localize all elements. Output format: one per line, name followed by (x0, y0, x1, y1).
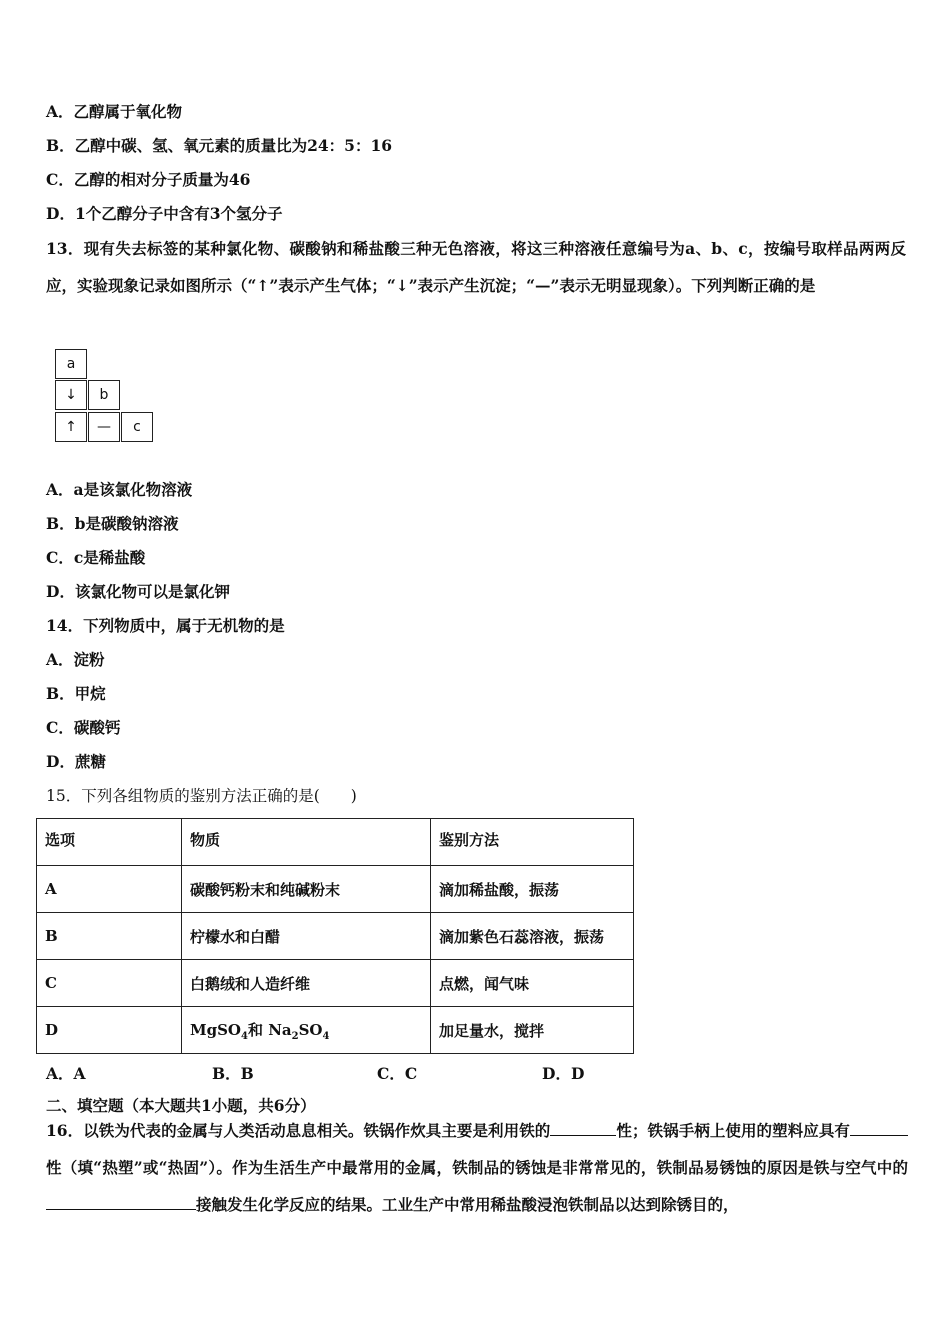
q13-option-a: A．a是该氯化物溶液 (46, 480, 193, 499)
q15-answer-d: D．D (542, 1064, 585, 1083)
table-row (37, 866, 634, 913)
table-cell: C (37, 960, 182, 1007)
table-cell: 碳酸钙粉末和纯碱粉末 (182, 866, 431, 913)
formula-subscript: 4 (322, 1030, 330, 1042)
q16-text-3: 性（填“热塑”或“热固”）。作为生活生产中最常用的金属，铁制品的锈蚀是非常常见的，铁制品易锈蚀的原因是铁与空气中的 (46, 1158, 908, 1177)
table-header-cell: 选项 (37, 819, 182, 866)
q12-option-a: A．乙醇属于氧化物 (46, 102, 183, 121)
answer-blank[interactable] (550, 1119, 616, 1136)
q16-text-1: 16．以铁为代表的金属与人类活动息息相关。铁锅作炊具主要是利用铁的 (46, 1121, 551, 1140)
q12-option-d: D．1个乙醇分子中含有3个氢分子 (46, 204, 283, 223)
q13-option-c: C．c是稀盐酸 (46, 548, 146, 567)
table-header-cell: 鉴别方法 (431, 819, 634, 866)
formula-part: 和 Na (247, 1020, 292, 1039)
table-cell: 白鹅绒和人造纤维 (182, 960, 431, 1007)
table-cell: 滴加紫色石蕊溶液，振荡 (431, 913, 634, 960)
table-cell-formula (182, 1007, 431, 1054)
formula-subscript: 4 (241, 1030, 248, 1042)
grid-cell-c: c (121, 412, 153, 442)
identification-table (36, 818, 634, 1054)
table-cell: 加足量水，搅拌 (431, 1007, 634, 1054)
q13-option-d: D．该氯化物可以是氯化钾 (46, 582, 230, 601)
q13-option-b: B．b是碳酸钠溶液 (46, 514, 179, 533)
formula-part: MgSO (190, 1020, 241, 1039)
grid-cell-b: b (88, 380, 120, 410)
q14-option-d: D．蔗糖 (46, 752, 106, 771)
q15-answer-b: B．B (212, 1064, 254, 1083)
grid-cell-ab: ↓ (55, 380, 87, 410)
formula-subscript: 2 (291, 1030, 299, 1042)
answer-blank[interactable] (850, 1119, 908, 1136)
grid-cell-bc: — (88, 412, 120, 442)
q16-text-4: 接触发生化学反应的结果。工业生产中常用稀盐酸浸泡铁制品以达到除锈目的， (196, 1195, 739, 1214)
table-row (37, 913, 634, 960)
q15-stem: 15．下列各组物质的鉴别方法正确的是( ) (46, 787, 357, 805)
q14-stem: 14．下列物质中，属于无机物的是 (46, 616, 285, 635)
table-cell: A (37, 866, 182, 913)
q14-option-a: A．淀粉 (46, 650, 105, 669)
table-row (37, 960, 634, 1007)
q16-paragraph (46, 1112, 908, 1223)
answer-blank[interactable] (46, 1193, 196, 1210)
table-cell: B (37, 913, 182, 960)
q15-answer-a: A．A (46, 1064, 86, 1083)
table-cell: 点燃，闻气味 (431, 960, 634, 1007)
q14-option-b: B．甲烷 (46, 684, 106, 703)
q13-stem: 13．现有失去标签的某种氯化物、碳酸钠和稀盐酸三种无色溶液，将这三种溶液任意编号为a、b、c，按编号取样品两两反应，实验现象记录如图所示（“↑”表示产生气体；“↓”表示产生沉淀；“—”表示无明显现象）。下列判断正确的是 (46, 239, 906, 295)
q14-option-c: C．碳酸钙 (46, 718, 121, 737)
grid-cell-ac: ↑ (55, 412, 87, 442)
q12-option-c: C．乙醇的相对分子质量为46 (46, 170, 251, 189)
q12-option-b: B．乙醇中碳、氢、氧元素的质量比为24：5：16 (46, 136, 393, 155)
table-row (37, 1007, 634, 1054)
table-cell: 滴加稀盐酸，振荡 (431, 866, 634, 913)
q15-answer-c: C．C (377, 1064, 418, 1083)
table-cell: D (37, 1007, 182, 1054)
formula-part: SO (298, 1020, 323, 1039)
table-cell: 柠檬水和白醋 (182, 913, 431, 960)
section-heading: 二、填空题（本大题共1小题，共6分） (46, 1096, 316, 1115)
q16-text-2: 性；铁锅手柄上使用的塑料应具有 (616, 1121, 850, 1140)
table-header-row (37, 819, 634, 866)
grid-cell-a: a (55, 349, 87, 379)
table-header-cell: 物质 (182, 819, 431, 866)
